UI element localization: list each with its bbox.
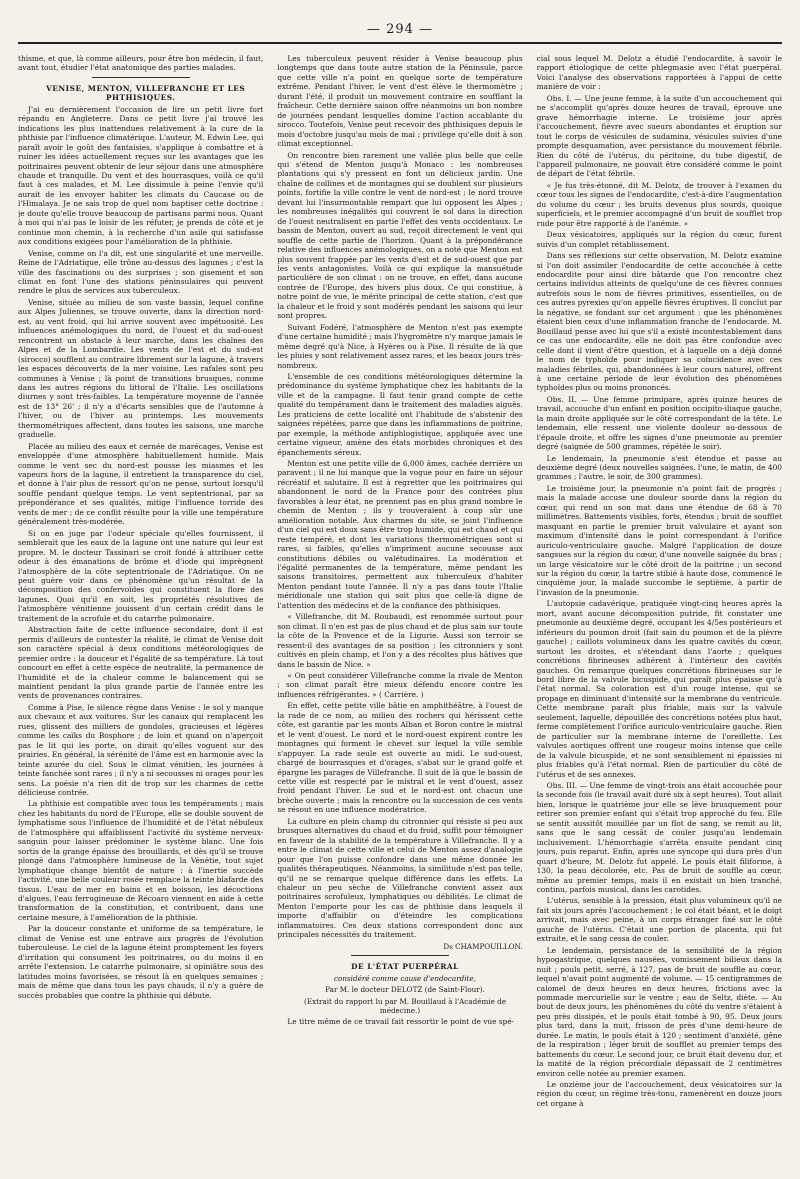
column-1: [18, 54, 263, 1174]
column-2: [277, 54, 522, 1174]
article-author: Par M. le docteur DELOTZ (de Saint-Flour).: [325, 985, 485, 995]
paragraph: Placée au milieu des eaux et cernée de marécages, Venise est enveloppée d'une atmosphère habituellement humide. Mais comme le vent sec du nord-est pousse les miasmes et les vapeurs hors de la lagune, il entretient la transparence du ciel, et donne à l'air plus de ressort qu'on ne pense, surtout lorsqu'il souffle pendant quelque temps. Le vent septentrional, par sa prépondérance et ses qualités, mitige l'influence torride des vents de mer ; de ce conflit résulte pour la ville une température généralement très-modérée.: [18, 441, 264, 527]
paragraph: Abstraction faite de cette influence secondaire, dont il est permis d'ailleurs de contester la réalité, le climat de Venise doit son caractère spécial à deux conditions météorologiques de premier ordre : la douceur et l'égalité de sa température. Là tout concourt en effet à cette espèce de neutralité, la permanence de l'humidité et de la chaleur comme le balancement qui se maintient pendant la plus grande partie de l'année entre les vents de provenances contraires.: [18, 625, 264, 701]
paragraph: Suivant Fodéré, l'atmosphère de Menton n'est pas exempte d'une certaine humidité ; mais l'hygromètre n'y marque jamais le même degré qu'à Nice, à Hyères ou à Pise. Il résulte de là que les pluies y sont relativement assez rares, et les beaux jours très-nombreux.: [277, 322, 523, 370]
page-number: — 294 —: [366, 21, 434, 37]
paragraph: « On peut considérer Villefranche comme la rivale de Menton ; son climat paraît être mieux défendu encore contre les influences réfrigérantes. » ( Carrière. ): [277, 671, 523, 699]
paragraph: Deux vésicatoires, appliqués sur la région du cœur, furent suivis d'un complet rétablissement.: [536, 230, 782, 249]
paragraph: J'ai eu dernièrement l'occasion de lire un petit livre fort répandu en Angleterre. Dans ce petit livre j'ai trouvé les indications les plus inattendues relativement à la cure de la phthisie par l'influence climatérique. L'auteur, M. Edwin Lee, qui paraît avoir le goût des fantaisies, s'applique à combattre et à ruiner les idées actuellement reçues sur les avantages que les poitrinaires peuvent obtenir de leur séjour dans une atmosphère chaude et tranquille. Du vent et des bourrasques, voilà ce qu'il faut à ces malades, et M. Lee dissimule à peine l'envie qu'il aurait de les envoyer habiter les climats du Caucase ou de l'Himalaya. Je ne sais trop de quel nom baptiser cette doctrine : je doute qu'elle trouve beaucoup de partisans parmi nous. Quant à moi qui n'ai pas le loisir de les réfuter, je prends de côté et je continue mon chemin, à la recherche d'un asile qui satisfasse aux conditions exigées pour l'amélioration de la phthisie.: [18, 104, 264, 247]
paragraph: Le titre même de ce travail fait ressortir le point de vue spé-: [287, 1017, 515, 1027]
article-source: (Extrait du rapport lu par M. Bouillaud à l'Académie de médecine.): [304, 996, 506, 1015]
paragraph: Obs. II. — Une femme primipare, après quinze heures de travail, accouche d'un enfant en position occipito-iliaque gauche, la main droite appliquée sur le côté correspondant de la tête. Le lendemain, elle ressent une violente douleur au-dessous de l'épaule droite, et offre les signes d'une pneumonie au premier degré (saignée de 500 grammes, répétée le soir).: [536, 394, 782, 452]
paragraph: Par la douceur constante et uniforme de sa température, le climat de Venise est une entrave aux progrès de l'évolution tuberculeuse. Le ciel de la lagune éteint promptement les foyers d'irritation qui consument les poitrinaires, ou du moins il en arrête l'extension. Le catarrhe pulmonaire, si opiniâtre sous des latitudes moins favorisées, se résout là en quelques semaines ; mais de même que dans tous les pays chauds, il n'y a guère de succès probables que contre la phthisie qui débute.: [18, 924, 264, 1000]
paragraph: « Je fus très-étonné, dit M. Delotz, de trouver à l'examen du cœur tous les signes de l'endocardite, c'est-à-dire l'augmentation du volume du cœur ; les bruits devenus plus sourds, quoique superficiels, et le premier accompagné d'un bruit de soufflet trop rude pour être rapporté à de l'anémie. »: [536, 180, 782, 228]
paragraph: En effet, cette petite ville bâtie en amphithéâtre, à l'ouest de la rade de ce nom, au milieu des rochers qui hérissent cette côte, est garantie par les monts Alban et Boron contre le mistral et le vent d'ouest. Le nord et le nord-ouest expirent contre les montagnes qui forment le chevet sur lequel la ville semble s'appuyer. La rade seule est ouverte au midi. Le sud-ouest, chargé de bourrasques et d'orages, s'abat sur le grand golfe et épargne les parages de Villefranche. Il suit de là que le bassin de cette ville est respecté par le mistral et le vent d'ouest, assez froid pendant l'hiver. Le sud et le nord-est ont chacun une brèche ouverte ; mais la rencontre ou la succession de ces vents se résout en une influence modératrice.: [277, 701, 523, 815]
paragraph: Si on en juge par l'odeur spéciale qu'elles fournissent, il semblerait que les eaux de la lagune ont une nature qui leur est propre. M. le docteur Tassinari se croit fondé à attribuer cette odeur à des émanations de brôme et d'iode qui imprègnent l'atmosphère de la côte septentrionale de l'Adriatique. On ne peut guère voir dans ce phénomène qu'un résultat de la décomposition des confervoïdes qui constituent la flore des lagunes. Quoi qu'il en soit, les propriétés résolutives de l'atmosphère vénitienne jouissent d'un certain crédit dans le traitement de la scrofule et du catarrhe pulmonaire.: [18, 528, 264, 623]
paragraph: La culture en plein champ du citronnier qui résiste si peu aux brusques alternatives du chaud et du froid, suffit pour témoigner en faveur de la stabilité de la température à Villefranche. Il y a entre le climat de cette ville et celui de Menton assez d'analogie pour que l'on puisse confondre dans une même donnée les qualités thérapeutiques. Néanmoins, la similitude n'est pas telle, qu'il ne se remarque quelque différence dans les effets. La chaleur un peu sèche de Villefranche convient assez aux poitrinaires scrofuleux, lymphatiques ou débilités. Le climat de Menton l'emporte pour les cas de phthisie dans lesquels il importe d'affaiblir ou d'éteindre les complications inflammatoires. Ces deux stations correspondent donc aux principales nécessités du traitement.: [277, 816, 523, 940]
paragraph: cial sous lequel M. Delotz a étudié l'endocardite, à savoir le rapport étiologique de cette phlegmasie avec l'état puerpéral. Voici l'analyse des observations rapportées à l'appui de cette manière de voir :: [536, 54, 782, 92]
paragraph: Les tuberculeux peuvent résider à Venise beaucoup plus longtemps que dans toute autre station de la Péninsule, parce que cette ville n'a point en quelque sorte de température extrême. Pendant l'hiver, le vent d'est élève le thermomètre ; durant l'été, il produit un mouvement contraire en soufflant la fraîcheur. Cette dernière saison offre néanmoins un bon nombre de journées pendant lesquelles domine l'action accablante du sirocco. Toutefois, Venise peut recevoir des phthisiques depuis le mois d'octobre jusqu'au mois de mai ; privilège qu'elle doit à son climat exceptionnel.: [277, 54, 523, 149]
text-columns: [18, 54, 782, 1174]
article-subtitle: considéré comme cause d'endocardite,: [334, 973, 476, 983]
paragraph: Le lendemain, la pneumonie s'est étendue et passe au deuxième degré (deux nouvelles saignées, l'une, le matin, de 400 grammes ; l'autre, le soir, de 300 grammes).: [536, 453, 782, 482]
author-signature: Dr CHAMPOUILLON.: [443, 941, 523, 951]
page-header: [18, 16, 782, 44]
paragraph: Menton est une petite ville de 6,000 âmes, cachée derrière un paravent ; il ne lui manque que la vogue pour en faire un séjour récréatif et salutaire. Il est à regretter que les poitrinaires qui abandonnent le nord de la France pour des contrées plus favorables à leur état, ne prennent pas en plus grand nombre le chemin de Menton ; ils y trouveraient à coup sûr une amélioration notable. Aux charmes du site, se joint l'influence d'un ciel qui est doux sans être trop humide, qui est chaud et qui reste tempéré, et dont les variations thermométriques sont si rares, si faibles, qu'elles n'impriment aucune secousse aux constitutions débiles ou valétudinaires. La modération et l'égalité permanentes de la température, même pendant les saisons transitoires, permettent aux tuberculeux d'habiter Menton pendant toute l'année. Il n'y a pas dans toute l'Italie méridionale une station qui soit plus que celle-là digne de l'attention des médecins et de la confiance des phthisiques.: [277, 459, 523, 610]
column-3: [537, 54, 782, 1174]
paragraph: Venise, comme on l'a dit, est une singularité et une merveille. Reine de l'Adriatique, elle trône au-dessus des lagunes ; c'est la ville des fascinations ou des surprises ; son gisement et son climat en font l'une des stations péninsulaires qui peuvent rendre le plus de services aux tuberculeux.: [18, 248, 264, 296]
paragraph: Le onzième jour de l'accouchement, deux vésicatoires sur la région du cœur, un régime très-tonu, ramenèrent en douze jours cet organe à: [536, 1080, 782, 1108]
paragraph: Obs. I. — Une jeune femme, à la suite d'un accouchement qui ne s'accomplit qu'après douze heures de travail, éprouve une grave hémorrhagie interne. Le troisième jour après l'accouchement, fièvre avec sueurs abondantes et éruption sur tout le corps de vésicules de sudamina, vésicules suivies d'une prompte desquamation, avec persistance du mouvement fébrile. Rien du côté de l'utérus, du péritoine, du tube digestif, de l'appareil pulmonaire, ne pouvait être considéré comme le point de départ de l'état fébrile.: [536, 93, 782, 179]
paragraph: Le lendemain, persistance de la sensibilité de la région hypogastrique, quelques nausées, vomissement bilieux dans la nuit ; pouls petit, serré, à 127, pas de bruit de souffle au cœur, lequel n'avait point augmenté de volume. — 15 centigrammes de calomel de deux heures en deux heures, frictions avec la pommade mercurielle sur le ventre ; eau de Seltz, diète. — Au bout de deux jours, les phénomènes du côté du ventre s'étaient à peu près dissipés, et le pouls était tombé à 90, 95. Deux jours plus tard, dans la nuit, frisson de près d'une demi-heure de durée. Le matin, le pouls était à 120 ; sentiment d'anxiété, gêne de la respiration ; léger bruit de soufflet au premier temps des battements du cœur. Le second jour, ce bruit était devenu dur, et la matité de la région précordiale dépassait de 2 centimètres environ celle notée au premier examen.: [536, 945, 782, 1078]
paragraph: Obs. III. — Une femme de vingt-trois ans était accouchée pour la seconde fois (le travail avait duré six à sept heures). Tout allait bien, lorsque le quatrième jour elle se lève brusquement pour retirer son premier enfant qui s'était trop approché du feu. Elle se sentit aussitôt mouillée par un flot de sang, se remit au lit, sans que le sang cessât de couler jusqu'au lendemain inclusivement. L'hémorrhagie s'arrêta ensuite pendant cinq jours, puis reparut. Enfin, après une syncope qui dura près d'un quart d'heure, M. Delotz fut appelé. Le pouls était filiforme, à 130, la peau décolorée, etc. Pas de bruit de souffle au cœur, même au premier temps, mais il en existait un bien tranché, continu, parfois musical, dans les carotides.: [536, 780, 782, 894]
paragraph: « Villefranche, dit M. Roubaudi, est renommée surtout pour son climat. Il n'en est pas de plus chaud et de plus sain sur toute la côte de la Provence et de la Ligurie. Aussi son terroir se ressent-il des avantages de sa position ; les citronniers y sont cultivés en plein champ, et l'on y a des récoltes plus hâtives que dans le bassin de Nice. »: [277, 612, 523, 669]
section-title: VENISE, MENTON, VILLEFRANCHE ET LES PHTHISIQUES.: [46, 83, 246, 103]
divider: [351, 955, 449, 956]
paragraph: On rencontre bien rarement une vallée plus belle que celle qui s'étend de Menton jusqu'à Monaco : les nombreuses plantations qui s'y pressent en font un délicieux jardin. Une chaîne de collines et de montagnes qui se doublent sur plusieurs points, fortifie la ville contre le vent de nord-est ; le nord trouve devant lui l'insurmontable rempart que lui opposent les Alpes ; les nombreuses inégalités qui couvrent le sol dans la direction de l'ouest neutralisent en partie l'effet des vents occidentaux. Le bassin de Menton, ouvert au sud, reçoit directement le vent qui souffle de cette partie de l'horizon. Quant à la prépondérance relative des influences anémologiques, on a noté que Menton est plus souvent frappée par les vents d'est et de sud-ouest que par les vents antagonistes. Voilà ce qui explique la mansuétude particulière de son climat : on ne trouve, en effet, dans aucune contrée de l'Europe, des hivers plus doux. Ce qui constitue, à notre point de vue, le mérite principal de cette station, c'est que la chaleur et le froid y sont modérés pendant les saisons qui leur sont propres.: [277, 150, 523, 321]
paragraph: thisme, et que, là comme ailleurs, pour être bon médecin, il faut, avant tout, étudier l'état anatomique des parties malades.: [18, 54, 264, 73]
paragraph: Le troisième jour, la pneumonie n'a point fait de progrès ; mais la malade accuse une douleur sourde dans la région du cœur, qui rend un son mat dans une étendue de 68 à 70 millimètres. Battements visibles, forts, étendus ; bruit de soufflet masquant en partie le premier bruit valvulaire et ayant son maximum d'intensité dans le point correspondant à l'orifice auriculo-ventriculaire gauche. Malgré l'application de douze sangsues sur la région du cœur, d'une nouvelle saignée du bras ; un large vésicatoire sur le côté droit de la poitrine ; un second sur la région du cœur, la tartre stibié à haute dose, commencé le cinquième jour, la malade succombe le septième, à partir de l'invasion de la pneumonie.: [536, 483, 782, 597]
paragraph: Venise, située au milieu de son vaste bassin, lequel confine aux Alpes Juliennes, se trouve ouverte, dans la direction nord-est, au vent froid, qui lui arrive souvent avec impétuosité. Les influences anémologiques du nord, de l'ouest et du sud-ouest rencontrent un obstacle à leur marche, dans les chaînes des Alpes et de la Lombardie. Les vents de l'est et du sud-est (sirocco) soufflent au contraire librement sur la lagune, à travers les espaces découverts de la mer voisine. Les rafales sont peu communes à Venise ; là point de transitions brusques, comme dans les autres régions du littoral de l'Italie. Les oscillations diurnes y sont très-faibles. La température moyenne de l'année est de 13° 26' ; il n'y a d'écarts sensibles que de l'automne à l'hiver, ou de l'hiver au printemps. Les mouvements thermométriques affectent, dans toutes les saisons, une marche graduelle.: [18, 297, 264, 440]
paragraph: L'autopsie cadavérique, pratiquée vingt-cinq heures après la mort, avant aucune décomposition putride, fit constater une pneumonie au deuxième degré, occupant les 4/5es postérieurs et inférieurs du poumon droit (fait sain du poumon et de la plèvre gauche) ; caillots volumineux dans les quatre cavités du cœur, surtout les droites, et s'étendant dans l'aorte ; quelques concrétions fibrineuses adhérent à l'intérieur des cavités gauches. On remarque quelques concrétions fibrineuses sur le bord libre de la valvule bicuspide, qui paraît plus épaisse qu'à l'état normal. Sa coloration est d'un rouge intense, qui se propage en diminuant d'intensité sur la membrane du ventricule. Cette membrane paraît plus friable, mais sur la valvule seulement, laquelle, dépouillée des concrétions notées plus haut, ferme complètement l'orifice auriculo-ventriculaire gauche. Rien de particulier sur la membrane interne de l'oreillette. Les valvules aortiques offrent une rougeur moins intense que celle de la valvule bicuspide, et ne sont sensiblement ni épaissies ni plus friables qu'à l'état normal. Rien de particulier du côté de l'utérus et de ses annexes.: [536, 599, 782, 779]
paragraph: La phthisie est compatible avec tous les tempéraments ; mais chez les habitants du nord de l'Europe, elle se double souvent de lymphatisme sous l'influence de l'humidité et de l'état nébuleux de l'atmosphère qui affaiblissent l'activité du système nerveux-sanguin pour laisser prédominer le système blanc. Une fois sortis de la grange épaisse des brouillards, et dès qu'il se trouve plongé dans l'atmosphère lumineuse de la Vénétie, tout sujet lymphatique change bientôt de nature : à l'inertie succède l'activité, une belle couleur rosée remplace la teinte blafarde des tissus. L'eau de mer en bains et en boisson, les décoctions d'algues, l'eau ferrugineuse de Récoaro viennent en aide à cette transformation de la constitution, et contribuent, dans une certaine mesure, à l'amélioration de la phthisie.: [18, 799, 264, 922]
section-title: DE L'ÉTAT PUERPÉRAL: [351, 962, 459, 972]
divider: [92, 77, 190, 78]
paragraph: Dans ses réflexions sur cette observation, M. Delotz examine si l'on doit assimiler l'endocardite de cette accouchée à cette endocardite pour ainsi dire bâtarde que l'on rencontre chez certains individus atteints de quelqu'une de ces fièvres connues autrefois sous le nom de fièvres primitives, essentielles, ou de ces autres pyrexies qu'on appelle fièvres éruptives. Il conclut par la négative, se fondant sur cet argument : que les phénomènes étaient bien ceux d'une inflammation franche de l'endocarde. M. Bouillaud pense avec lui que s'il a existé incontestablement dans ce cas une endocardite, elle ne doit pas être confondue avec celle dont il vient d'être question, et à laquelle on a déjà donné le nom de typhoïde pour indiquer sa coïncidence avec ces maladies fébriles, qui, abandonnées à leur cours naturel, offrent à une certaine période de leur évolution des phénomènes typhoïdes plus ou moins prononcés.: [536, 251, 782, 393]
paragraph: L'ensemble de ces conditions météorologiques détermine la prédominance du système lymphatique chez les habitants de la ville et de la campagne. Il faut tenir grand compte de cette qualité du tempérament dans le traitement des maladies aiguës. Les praticiens de cette localité ont l'habitude de s'abstenir des saignées répétées, parce que dans les inflammations de poitrine, par exemple, la méthode antiphlogistique, appliquée avec une certaine vigueur, amène des états morbides chroniques et des épanchements séreux.: [277, 371, 523, 457]
paragraph: L'utérus, sensible à la pression, était plus volumineux qu'il ne fait six jours après l'accouchement ; le col était béant, et le doigt arrivait, mais avec peine, à un corps étranger fixé sur le côté gauche de l'utérus. C'était une portion de placenta, qui fut extraite, et le sang cessa de couler.: [536, 896, 782, 944]
paragraph: Comme à Pise, le silence règne dans Venise : le sol y manque aux chevaux et aux voitures. Sur les canaux qui remplacent les rues, glissent des milliers de gondoles, gracieuses et légères comme les caïks du Bosphore ; de loin et quand on n'aperçoit pas le lit qui les porte, on dirait qu'elles voguent sur des prairies. En général, la sérénité de l'âme est en harmonie avec la teinte azurée du ciel. Sous le climat vénitien, les journées à teinte fanchée sont rares ; il n'y a ni secousses ni orages pour les sens. La poésie n'a rien dit de trop sur les charmes de cette délicieuse contrée.: [18, 702, 264, 797]
